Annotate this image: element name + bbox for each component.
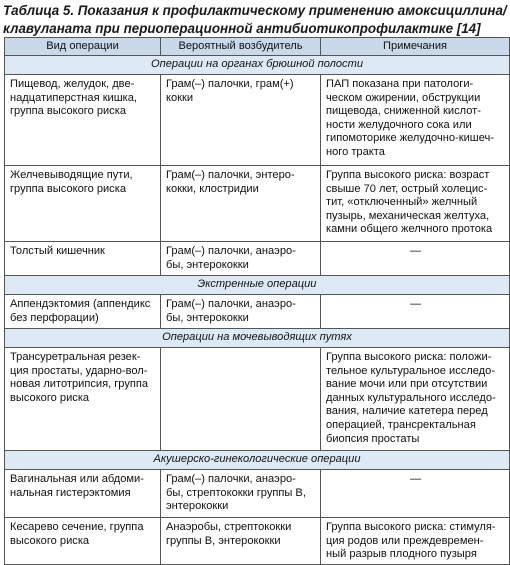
notes-cell: Группа высокого риска: стимуля- ция родов или преждевремен- ный разрыв плодного пузыря [321,518,510,565]
table-row [5,470,510,518]
notes-cell: — [321,470,510,518]
pathogen-cell [161,348,321,451]
table-row [5,242,510,276]
section-title: Экстренные операции [5,276,510,295]
header-notes: Примечания [321,38,510,56]
table-caption [3,2,509,38]
header-pathogen: Вероятный возбудитель [161,38,321,56]
operation-cell: Аппендэктомия (аппендикс без перфорации) [5,295,161,329]
operation-cell: Желчевыводящие пути, группа высокого риска [5,166,161,242]
notes-cell: Группа высокого риска: положи- тельное культуральное исследо- вание мочи или при отсутствии данных культурального исследо- вания, наличие катетера перед операцией, трансректальная биопсия простаты [321,348,510,451]
pathogen-cell: Грам(–) палочки, анаэро- бы, стрептококки группы В, энтерококки [161,470,321,518]
pathogen-cell: Грам(–) палочки, грам(+) кокки [161,75,321,166]
section-row-obstetric [5,451,510,470]
section-row-abdominal [5,56,510,75]
pathogen-cell: Грам(–) палочки, анаэро- бы, энтерококки [161,295,321,329]
notes-cell: — [321,242,510,276]
prophylaxis-table [4,37,510,565]
table-row [5,518,510,565]
operation-cell: Кесарево сечение, группа высокого риска [5,518,161,565]
table-row [5,348,510,451]
table-body [5,56,510,565]
pathogen-cell: Анаэробы, стрептококки группы В, энтерококки [161,518,321,565]
operation-cell: Трансуретральная резек- ция простаты, ударно-вол- новая литотрипсия, группа высокого риска [5,348,161,451]
notes-cell: ПАП показана при патологи- ческом ожирении, обструкции пищевода, сниженной кислот- ности желудочного сока или гипомоторике желудочно-кишеч- ного тракта [321,75,510,166]
operation-cell: Вагинальная или абдоми- нальная гистерэктомия [5,470,161,518]
header-operation-type: Вид операции [5,38,161,56]
operation-cell: Толстый кишечник [5,242,161,276]
table-row [5,75,510,166]
section-row-urinary [5,329,510,348]
section-row-emergency [5,276,510,295]
pathogen-cell: Грам(–) палочки, анаэро- бы, энтерококки [161,242,321,276]
table-row [5,295,510,329]
section-title: Операции на органах брюшной полости [5,56,510,75]
table-row [5,166,510,242]
caption-line-1: Таблица 5. Показания к профилактическому применению амоксициллина/ [3,3,507,18]
notes-cell: Группа высокого риска: возраст свыше 70 лет, острый холецис- тит, «отключенный» желчный пузырь, механическая желтуха, камни общего желчного протока [321,166,510,242]
section-title: Акушерско-гинекологические операции [5,451,510,470]
table-header [5,38,510,56]
operation-cell: Пищевод, желудок, две- надцатиперстная кишка, группа высокого риска [5,75,161,166]
caption-line-2: клавуланата при периоперационной антибиотикопрофилактике [14] [3,21,481,36]
section-title: Операции на мочевыводящих путях [5,329,510,348]
pathogen-cell: Грам(–) палочки, энтеро- кокки, клостридии [161,166,321,242]
notes-cell: — [321,295,510,329]
